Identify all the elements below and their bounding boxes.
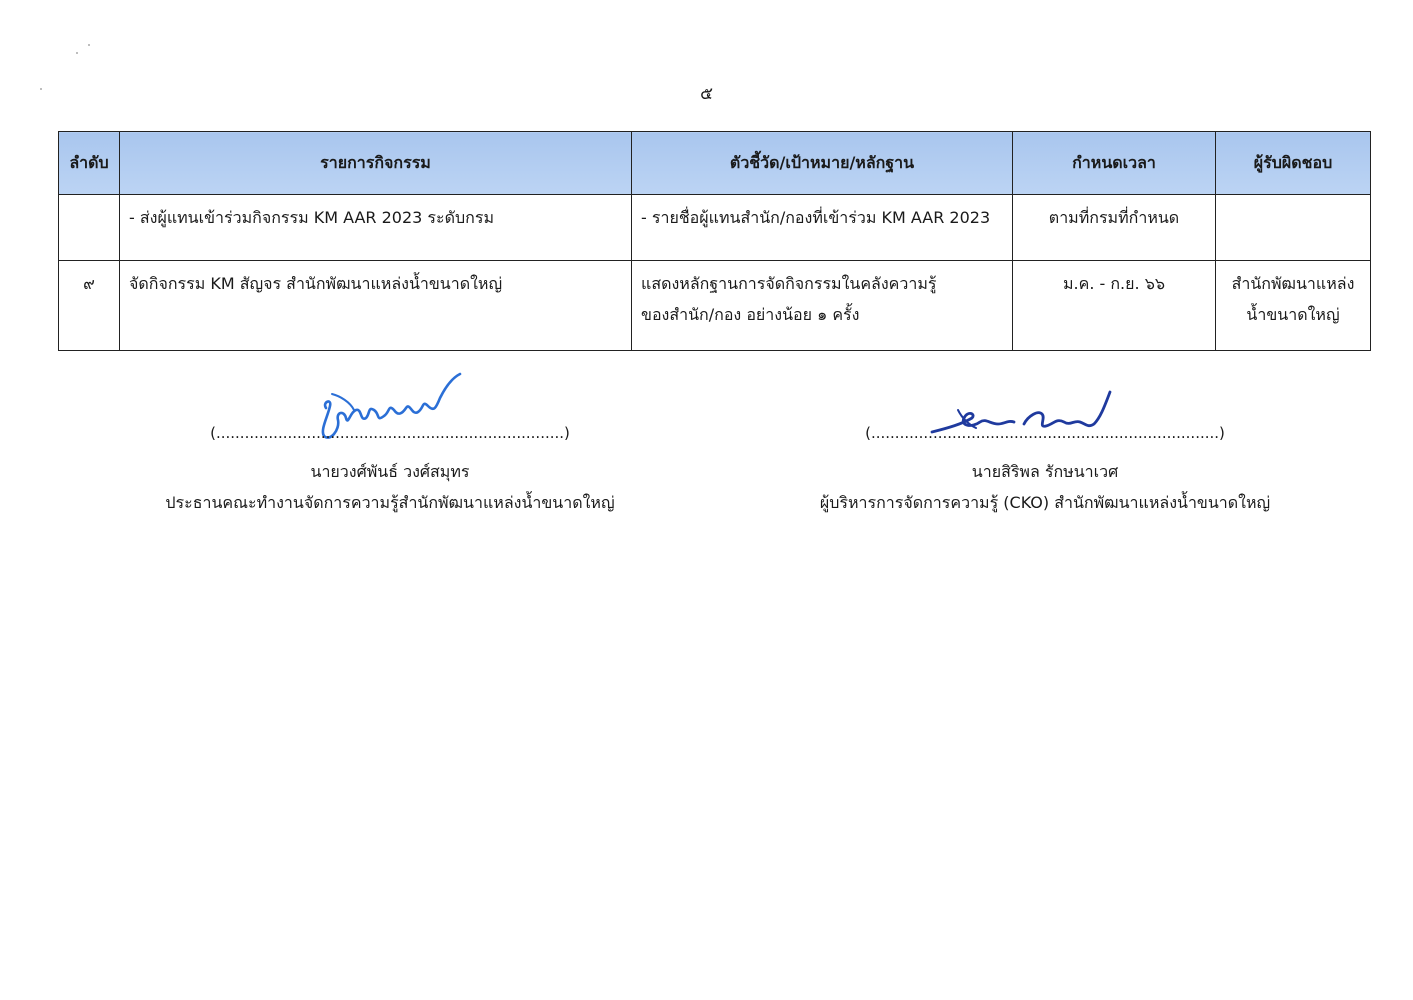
header-schedule: กำหนดเวลา xyxy=(1013,132,1216,195)
header-indicator: ตัวชี้วัด/เป้าหมาย/หลักฐาน xyxy=(632,132,1013,195)
header-order: ลำดับ xyxy=(59,132,120,195)
table-row xyxy=(59,261,1371,351)
cell-activity: - ส่งผู้แทนเข้าร่วมกิจกรรม KM AAR 2023 ระดับกรม xyxy=(120,195,632,261)
cell-indicator xyxy=(632,261,1013,351)
signature-line-left: (.........................................................................) xyxy=(210,424,570,442)
scan-speck xyxy=(76,52,78,54)
cell-indicator-line: ของสำนัก/กอง อย่างน้อย ๑ ครั้ง xyxy=(641,305,860,324)
cell-responsible-line: สำนักพัฒนาแหล่ง xyxy=(1231,274,1355,293)
signature-block-left xyxy=(120,424,660,518)
cell-responsible xyxy=(1216,261,1371,351)
signer-name-right: นายสิริพล รักษนาเวศ xyxy=(971,462,1119,481)
scan-speck xyxy=(88,44,90,46)
cell-activity: จัดกิจกรรม KM สัญจร สำนักพัฒนาแหล่งน้ำขนาดใหญ่ xyxy=(120,261,632,351)
signature-block-right xyxy=(775,424,1315,518)
cell-indicator-line: แสดงหลักฐานการจัดกิจกรรมในคลังความรู้ xyxy=(641,274,937,293)
activity-table xyxy=(58,131,1371,351)
table-header-row xyxy=(59,132,1371,195)
cell-schedule: ตามที่กรมที่กำหนด xyxy=(1013,195,1216,261)
cell-indicator-line: - รายชื่อผู้แทนสำนัก/กองที่เข้าร่วม KM AAR 2023 xyxy=(641,208,991,227)
header-activity: รายการกิจกรรม xyxy=(120,132,632,195)
signer-position-left: ประธานคณะทำงานจัดการความรู้สำนักพัฒนาแหล่งน้ำขนาดใหญ่ xyxy=(165,493,615,512)
cell-indicator xyxy=(632,195,1013,261)
cell-schedule: ม.ค. - ก.ย. ๖๖ xyxy=(1013,261,1216,351)
cell-order xyxy=(59,195,120,261)
table-row xyxy=(59,195,1371,261)
header-responsible: ผู้รับผิดชอบ xyxy=(1216,132,1371,195)
signature-line-right: (.........................................................................) xyxy=(865,424,1225,442)
cell-responsible xyxy=(1216,195,1371,261)
cell-order: ๙ xyxy=(59,261,120,351)
cell-responsible-line: น้ำขนาดใหญ่ xyxy=(1246,305,1340,324)
page-number: ๕ xyxy=(700,84,713,104)
signer-position-right: ผู้บริหารการจัดการความรู้ (CKO) สำนักพัฒนาแหล่งน้ำขนาดใหญ่ xyxy=(819,493,1271,512)
signer-name-left: นายวงศ์พันธ์ วงศ์สมุทร xyxy=(310,462,470,481)
